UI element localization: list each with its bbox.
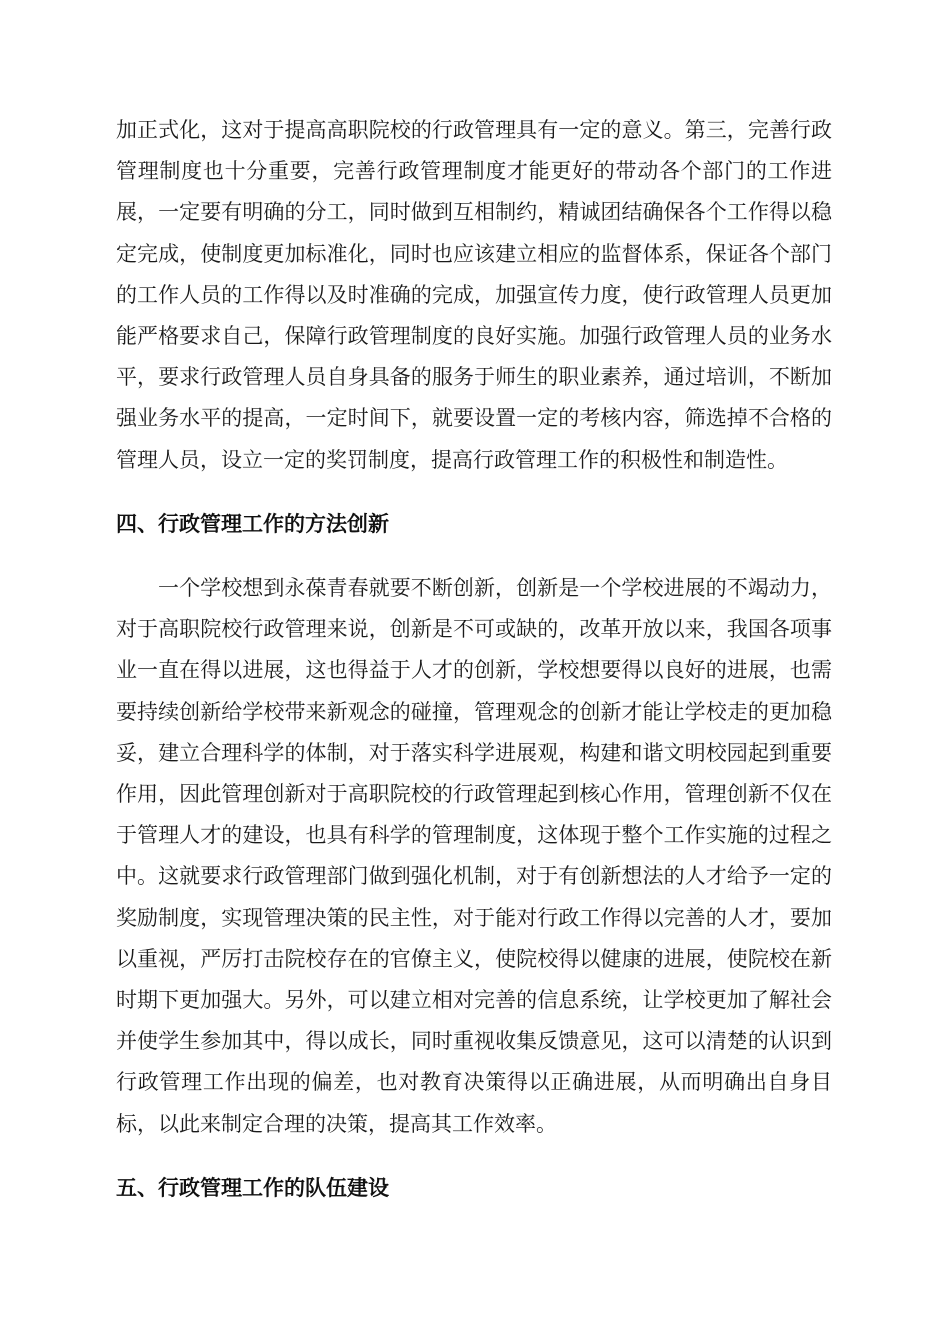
document-body bbox=[116, 110, 832, 1209]
paragraph-method-innovation: 一个学校想到永葆青春就要不断创新，创新是一个学校进展的不竭动力，对于高职院校行政管理来说，创新是不可或缺的，改革开放以来，我国各项事业一直在得以进展，这也得益于人才的创新，学校想要得以良好的进展，也需要持续创新给学校带来新观念的碰撞，管理观念的创新才能让学校走的更加稳妥，建立合理科学的体制，对于落实科学进展观，构建和谐文明校园起到重要作用，因此管理创新对于高职院校的行政管理起到核心作用，管理创新不仅在于管理人才的建设，也具有科学的管理制度，这体现于整个工作实施的过程之中。这就要求行政管理部门做到强化机制，对于有创新想法的人才给予一定的奖励制度，实现管理决策的民主性，对于能对行政工作得以完善的人才，要加以重视，严厉打击院校存在的官僚主义，使院校得以健康的进展，使院校在新时期下更加强大。另外，可以建立相对完善的信息系统，让学校更加了解社会并使学生参加其中，得以成长，同时重视收集反馈意见，这可以清楚的认识到行政管理工作出现的偏差，也对教育决策得以正确进展，从而明确出自身目标，以此来制定合理的决策，提高其工作效率。 bbox=[116, 576, 832, 1136]
section-heading-4: 四、行政管理工作的方法创新 bbox=[116, 511, 389, 536]
paragraph-continuation: 加正式化，这对于提高高职院校的行政管理具有一定的意义。第三，完善行政管理制度也十分重要，完善行政管理制度才能更好的带动各个部门的工作进展，一定要有明确的分工，同时做到互相制约，精诚团结确保各个工作得以稳定完成，使制度更加标准化，同时也应该建立相应的监督体系，保证各个部门的工作人员的工作得以及时准确的完成，加强宣传力度，使行政管理人员更加能严格要求自己，保障行政管理制度的良好实施。加强行政管理人员的业务水平，要求行政管理人员自身具备的服务于师生的职业素养，通过培训，不断加强业务水平的提高，一定时间下，就要设置一定的考核内容，筛选掉不合格的管理人员，设立一定的奖罚制度，提高行政管理工作的积极性和制造性。 bbox=[116, 118, 832, 472]
section-heading-5: 五、行政管理工作的队伍建设 bbox=[116, 1175, 389, 1200]
